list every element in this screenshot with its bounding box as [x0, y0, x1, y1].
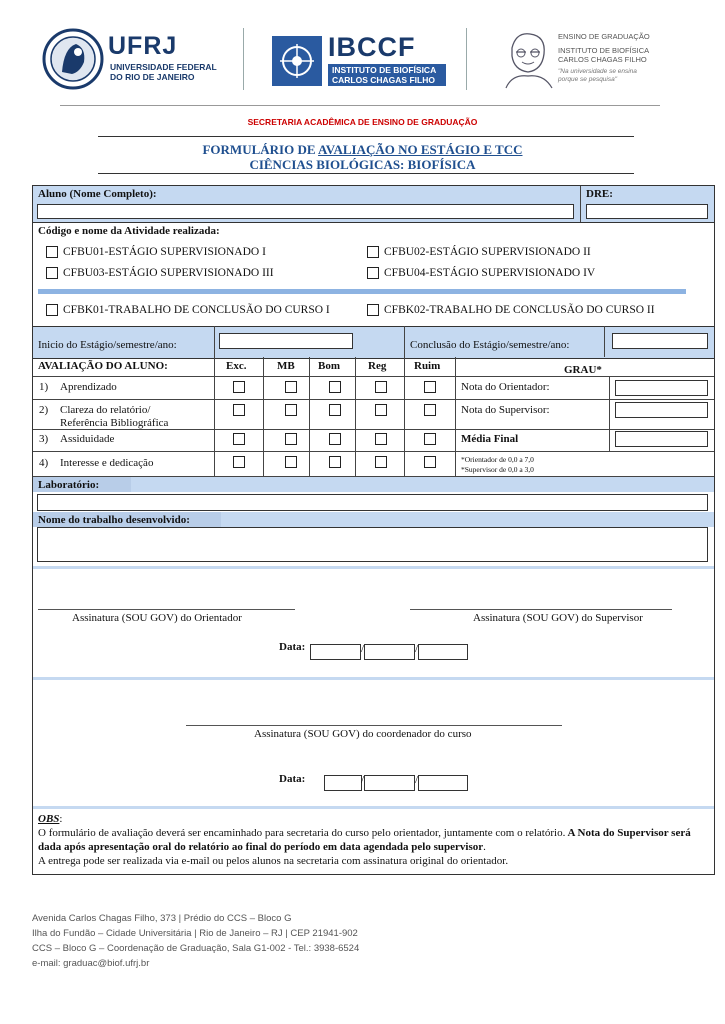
ufrj-line2: DO RIO DE JANEIRO — [110, 72, 195, 82]
rating-checkbox[interactable] — [285, 381, 297, 393]
criterion-4-label: Interesse e dedicação — [60, 457, 154, 469]
ensino-line1: ENSINO DE GRADUAÇÃO — [558, 32, 650, 41]
rating-checkbox[interactable] — [329, 456, 341, 468]
aluno-input[interactable] — [37, 204, 574, 219]
signature-divider-1 — [33, 566, 714, 569]
data-year-2[interactable] — [418, 775, 468, 791]
form-title-part-b: AVALIAÇÃO NO ESTÁGIO E TCC — [318, 142, 523, 157]
note-orientador: *Orientador de 0,0 a 7,0 — [461, 455, 534, 464]
coordenador-sign-line — [186, 725, 562, 726]
atividade-label: Código e nome da Atividade realizada: — [38, 225, 220, 237]
conclusao-divider — [404, 326, 405, 357]
conclusao-divider-2 — [604, 326, 605, 357]
atividade-cfbu03: CFBU03-ESTÁGIO SUPERVISIONADO III — [63, 267, 274, 279]
rating-checkbox[interactable] — [375, 456, 387, 468]
obs-label: OBS — [38, 813, 60, 825]
atividade-cfbu02: CFBU02-ESTÁGIO SUPERVISIONADO II — [384, 246, 591, 258]
data-day-1[interactable] — [310, 644, 361, 660]
dre-label: DRE: — [586, 188, 613, 200]
rating-checkbox[interactable] — [285, 456, 297, 468]
eval-col-6 — [455, 357, 456, 476]
col-ruim: Ruim — [414, 360, 441, 372]
data-year-1[interactable] — [418, 644, 468, 660]
atividade-cfbk02: CFBK02-TRABALHO DE CONCLUSÃO DO CURSO II — [384, 304, 655, 316]
ibccf-abbr: IBCCF — [328, 32, 416, 62]
rating-checkbox[interactable] — [329, 381, 341, 393]
nota-orientador-label: Nota do Orientador: — [461, 381, 550, 393]
criterion-3-num: 3) — [39, 433, 49, 445]
checkbox-cfbk01[interactable] — [46, 304, 58, 316]
eval-header-bottom — [33, 376, 714, 377]
footer-address — [32, 911, 359, 971]
col-mb: MB — [277, 360, 295, 372]
header-divider-2 — [466, 28, 467, 90]
data-month-2[interactable] — [364, 775, 415, 791]
data-sep-1a: / — [361, 643, 365, 655]
rating-checkbox[interactable] — [329, 404, 341, 416]
title-rule-bottom — [98, 173, 634, 174]
avaliacao-label: AVALIAÇÃO DO ALUNO: — [38, 360, 168, 372]
data-sep-2b: / — [415, 774, 419, 786]
ufrj-abbr: UFRJ — [108, 32, 178, 60]
rating-checkbox[interactable] — [233, 456, 245, 468]
inicio-input[interactable] — [219, 333, 353, 349]
signature-divider-3 — [33, 806, 714, 809]
col-reg: Reg — [368, 360, 387, 372]
ensino-line2: INSTITUTO DE BIOFÍSICA — [558, 46, 650, 55]
form-title-line1 — [0, 142, 725, 157]
media-final-input[interactable] — [615, 431, 708, 447]
assinatura-supervisor: Assinatura (SOU GOV) do Supervisor — [473, 612, 643, 624]
eval-row1-bottom — [33, 399, 714, 400]
eval-col-5 — [404, 357, 405, 476]
form-title-line2: CIÊNCIAS BIOLÓGICAS: BIOFÍSICA — [249, 157, 476, 172]
laboratorio-header — [33, 477, 714, 492]
checkbox-cfbu01[interactable] — [46, 246, 58, 258]
portrait-sketch-icon — [498, 28, 556, 90]
checkbox-cfbk02[interactable] — [367, 304, 379, 316]
rating-checkbox[interactable] — [329, 433, 341, 445]
data-sep-1b: / — [415, 643, 419, 655]
footer-line-3: CCS – Bloco G – Coordenação de Graduação, Sala G1-002 - Tel.: 3938-6524 — [32, 943, 360, 954]
obs-bold1: A Nota do — [565, 827, 615, 839]
criterion-3-label: Assiduidade — [60, 433, 115, 445]
criterion-1-num: 1) — [39, 381, 49, 393]
ensino-logo — [498, 28, 718, 94]
orientador-sign-line — [38, 609, 295, 610]
eval-col-2 — [263, 357, 264, 476]
ufrj-logo — [42, 26, 232, 92]
data-day-2[interactable] — [324, 774, 365, 791]
atividade-cfbu04: CFBU04-ESTÁGIO SUPERVISIONADO IV — [384, 267, 596, 279]
grau-label: GRAU* — [564, 364, 602, 376]
nota-orientador-input[interactable] — [615, 380, 708, 396]
rating-checkbox[interactable] — [233, 381, 245, 393]
conclusao-label: Conclusão do Estágio/semestre/ano: — [410, 339, 570, 351]
rating-checkbox[interactable] — [375, 404, 387, 416]
rating-checkbox[interactable] — [233, 433, 245, 445]
dre-input[interactable] — [586, 204, 708, 219]
checkbox-cfbu03[interactable] — [46, 267, 58, 279]
assinatura-coordenador: Assinatura (SOU GOV) do coordenador do curso — [254, 728, 472, 740]
criterion-4-num: 4) — [39, 457, 49, 469]
obs-text1: O formulário de avaliação deverá ser encaminhado para secretaria do curso pelo orientador, juntamente com o relatório. — [38, 827, 566, 839]
conclusao-input[interactable] — [612, 333, 708, 349]
eval-row3-bottom — [33, 451, 714, 452]
laboratorio-input[interactable] — [37, 494, 708, 511]
ensino-line3: CARLOS CHAGAS FILHO — [558, 55, 647, 64]
aluno-label: Aluno (Nome Completo): — [38, 188, 157, 200]
laboratorio-label: Laboratório: — [38, 479, 100, 491]
data-label-1: Data: — [279, 641, 306, 653]
inicio-label: Inicio do Estágio/semestre/ano: — [38, 339, 177, 351]
secretaria-title: SECRETARIA ACADÊMICA DE ENSINO DE GRADUAÇÃO — [247, 117, 478, 127]
footer-line-4[interactable]: e-mail: graduac@biof.ufrj.br — [32, 958, 150, 969]
trabalho-input[interactable] — [37, 527, 708, 562]
atividade-cfbk01: CFBK01-TRABALHO DE CONCLUSÃO DO CURSO I — [63, 304, 330, 316]
rating-checkbox[interactable] — [285, 404, 297, 416]
dre-divider — [580, 186, 581, 222]
rating-checkbox[interactable] — [424, 404, 436, 416]
nota-supervisor-label: Nota do Supervisor: — [461, 404, 550, 416]
data-sep-2a: / — [361, 774, 365, 786]
criterion-2-label: Clareza do relatório/ — [60, 404, 151, 416]
ibccf-line1: INSTITUTO DE BIOFÍSICA — [332, 65, 437, 75]
obs-bold2: Supervisor será dada após apresentação oral do relatório ao final do período em data agendada pelo supervisor — [38, 827, 691, 853]
obs-block — [38, 812, 708, 868]
criterion-1-label: Aprendizado — [60, 381, 117, 393]
header-divider-1 — [243, 28, 244, 90]
trabalho-label: Nome do trabalho desenvolvido: — [38, 514, 190, 526]
col-exc: Exc. — [226, 360, 247, 372]
checkbox-cfbu04[interactable] — [367, 267, 379, 279]
assinatura-orientador: Assinatura (SOU GOV) do Orientador — [72, 612, 242, 624]
rating-checkbox[interactable] — [285, 433, 297, 445]
rating-checkbox[interactable] — [424, 381, 436, 393]
activity-separator — [38, 289, 686, 294]
ibccf-line2: CARLOS CHAGAS FILHO — [332, 75, 435, 85]
ufrj-seal-icon — [42, 28, 104, 90]
eval-col-4 — [355, 357, 356, 476]
ibccf-logo — [270, 34, 450, 90]
checkbox-cfbu02[interactable] — [367, 246, 379, 258]
col-bom: Bom — [318, 360, 340, 372]
ibccf-emblem-icon — [270, 34, 326, 88]
criterion-2-label2: Referência Bibliográfica — [60, 417, 169, 429]
eval-row2-bottom — [33, 429, 714, 430]
eval-col-3 — [309, 357, 310, 476]
rating-checkbox[interactable] — [233, 404, 245, 416]
note-supervisor: *Supervisor de 0,0 a 3,0 — [461, 465, 534, 474]
eval-col-1 — [214, 357, 215, 476]
ufrj-line1: UNIVERSIDADE FEDERAL — [110, 62, 217, 72]
ensino-quote2: porque se pesquisa" — [558, 76, 618, 83]
form-title-part-a: FORMULÁRIO DE — [202, 142, 319, 157]
rating-checkbox[interactable] — [375, 433, 387, 445]
nota-supervisor-input[interactable] — [615, 402, 708, 418]
obs-text2: . — [483, 841, 486, 853]
rating-checkbox[interactable] — [375, 381, 387, 393]
signature-divider-2 — [33, 677, 714, 680]
footer-line-2: Ilha do Fundão – Cidade Universitária | Rio de Janeiro – RJ | CEP 21941-902 — [32, 928, 358, 939]
media-final-label: Média Final — [461, 433, 519, 445]
rating-checkbox[interactable] — [424, 456, 436, 468]
rating-checkbox[interactable] — [424, 433, 436, 445]
criterion-2-num: 2) — [39, 404, 49, 416]
ensino-quote1: "Na universidade se ensina — [558, 68, 637, 75]
obs-text3: A entrega pode ser realizada via e-mail ou pelos alunos na secretaria com assinatura original do orientador. — [38, 855, 509, 867]
title-rule-top — [98, 136, 634, 137]
supervisor-sign-line — [410, 609, 672, 610]
atividade-cfbu01: CFBU01-ESTÁGIO SUPERVISIONADO I — [63, 246, 266, 258]
footer-line-1: Avenida Carlos Chagas Filho, 373 | Prédio do CCS – Bloco G — [32, 913, 292, 924]
data-label-2: Data: — [279, 773, 306, 785]
header-rule — [60, 105, 660, 106]
data-month-1[interactable] — [364, 644, 415, 660]
inicio-divider — [214, 326, 215, 357]
obs-colon: : — [59, 813, 63, 825]
eval-col-7 — [609, 376, 610, 451]
